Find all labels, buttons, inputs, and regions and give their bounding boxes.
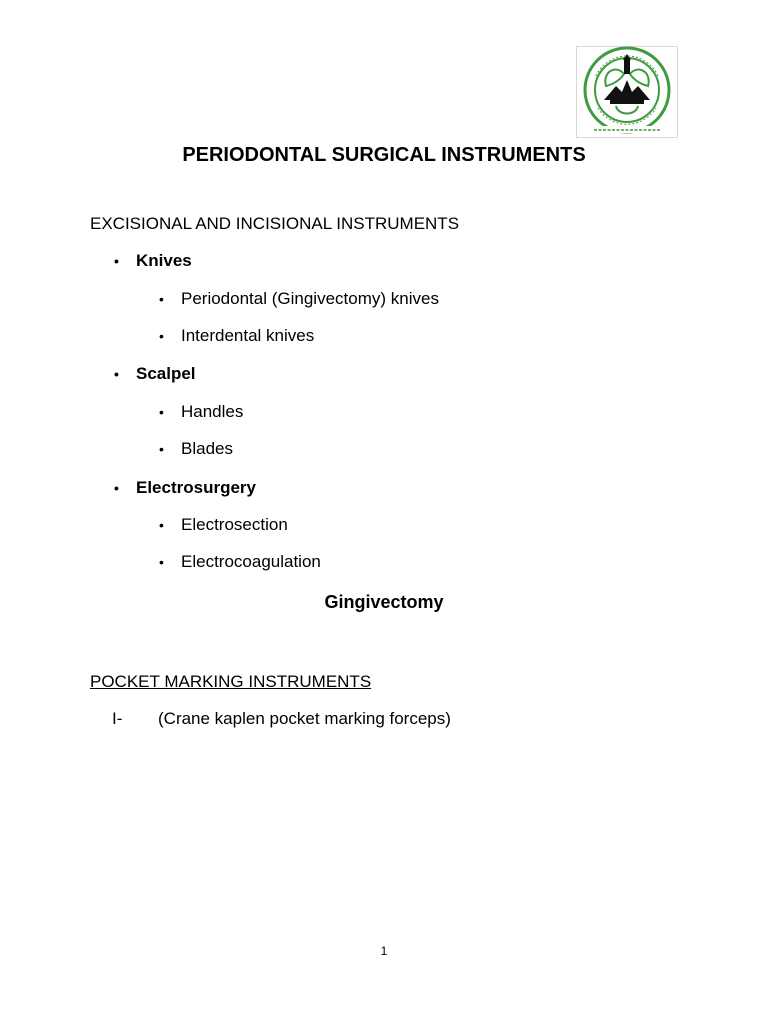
list-subitem-label: Blades [181, 439, 233, 458]
list-subitem [159, 400, 244, 424]
bullet-icon: • [159, 404, 164, 420]
list-subitem-label: Electrosection [181, 515, 288, 534]
section-heading-excisional: EXCISIONAL AND INCISIONAL INSTRUMENTS [90, 214, 460, 233]
list-subitem-label: Interdental knives [181, 326, 315, 345]
list-item-scalpel [114, 362, 196, 386]
bullet-icon: • [159, 517, 164, 533]
list-marker: I- [112, 709, 123, 728]
numbered-list-item-text: (Crane kaplen pocket marking forceps) [158, 709, 451, 728]
bullet-icon: • [159, 554, 164, 570]
list-subitem [159, 550, 321, 574]
list-subitem-label: Periodontal (Gingivectomy) knives [181, 289, 439, 308]
list-subitem [159, 437, 233, 461]
list-subitem [159, 513, 288, 537]
bullet-icon: • [114, 253, 119, 269]
university-logo [576, 46, 678, 138]
document-title: PERIODONTAL SURGICAL INSTRUMENTS [182, 144, 586, 166]
bullet-icon: • [159, 328, 164, 344]
list-subitem-label: Electrocoagulation [181, 552, 321, 571]
bullet-icon: • [159, 291, 164, 307]
bullet-icon: • [114, 480, 119, 496]
list-subitem [159, 324, 315, 348]
list-item-label: Knives [136, 251, 192, 270]
bullet-icon: • [114, 366, 119, 382]
logo-emblem-icon [576, 46, 678, 138]
list-item-electrosurgery [114, 476, 256, 500]
list-item-label: Scalpel [136, 364, 196, 383]
numbered-list-item [112, 707, 451, 731]
list-item-label: Electrosurgery [136, 478, 256, 497]
list-subitem-label: Handles [181, 402, 244, 421]
section-heading-pocket-marking: POCKET MARKING INSTRUMENTS [90, 672, 372, 691]
list-subitem [159, 287, 439, 311]
page-number: 1 [380, 944, 388, 958]
bullet-icon: • [159, 441, 164, 457]
list-item-knives [114, 249, 192, 273]
caption-gingivectomy: Gingivectomy [324, 592, 444, 612]
